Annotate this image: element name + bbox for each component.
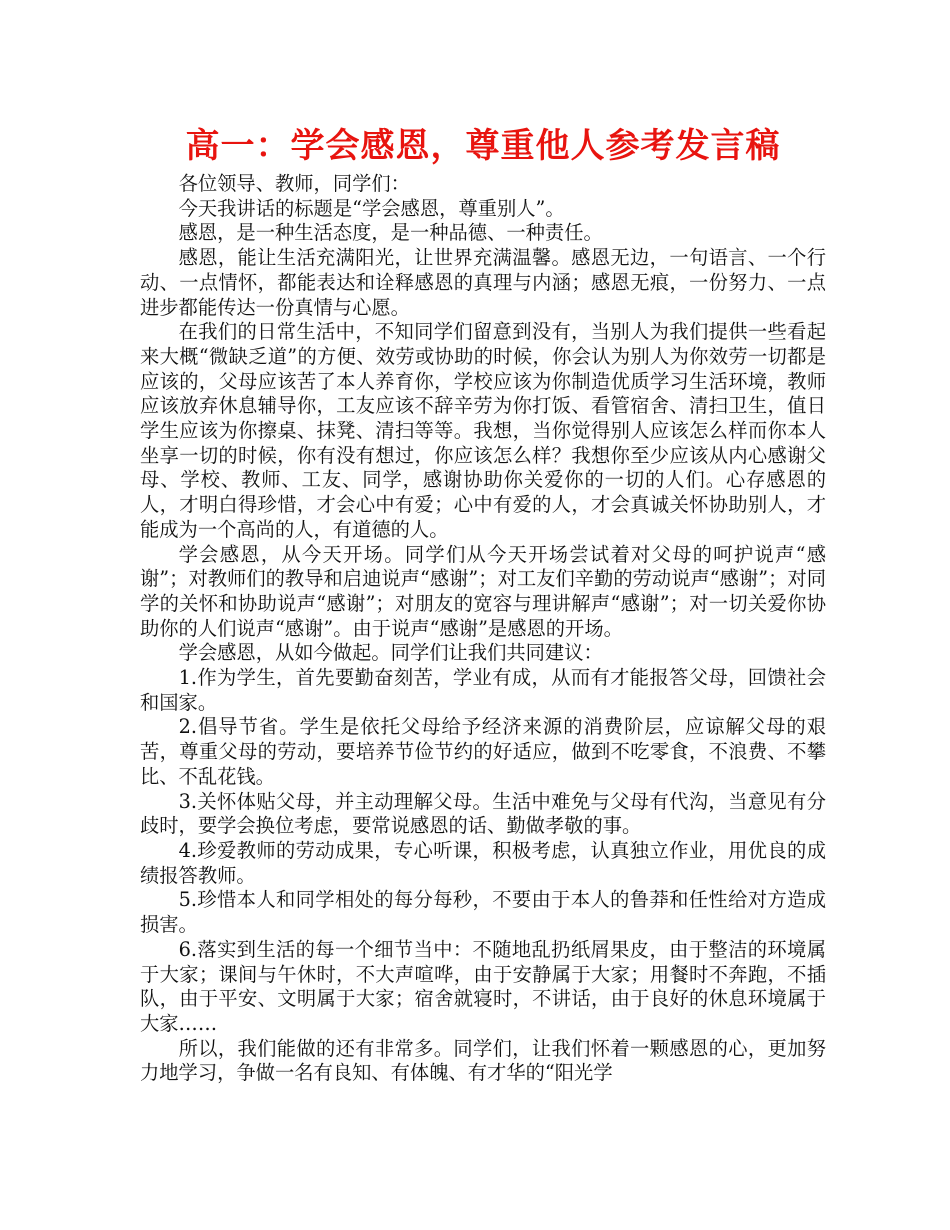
list-item: 4.珍爱教师的劳动成果，专心听课，积极考虑，认真独立作业，用优良的成绩报答教师。 [140, 838, 826, 887]
paragraph: 感恩，是一种生活态度，是一种品德、一种责任。 [178, 221, 603, 245]
paragraph: 感恩，能让生活充满阳光，让世界充满温馨。感恩无边，一句语言、一个行动、一点情怀，都能表达和诠释感恩的真理与内涵；感恩无痕，一份努力、一点进步都能传达一份真情与心愿。 [140, 246, 826, 319]
paragraph-closing: 所以，我们能做的还有非常多。同学们，让我们怀着一颗感恩的心，更加努力地学习，争做一名有良知、有体魄、有才华的“阳光学 [140, 1036, 826, 1085]
document-title: 高一：学会感恩，尊重他人参考发言稿 [185, 126, 781, 166]
list-item: 1.作为学生，首先要勤奋刻苦，学业有成，从而有才能报答父母，回馈社会和国家。 [140, 666, 826, 714]
paragraph: 在我们的日常生活中，不知同学们留意到没有，当别人为我们提供一些看起来大概“微缺乏道”的方便、效劳或协助的时候，你会认为别人为你效劳一切都是应该的，父母应该苦了本人养育你，学校应该为你制造优质学习生活环境，教师应该放弃休息辅导你，工友应该不辞辛劳为你打饭、看管宿舍、清扫卫生，值日学生应该为你擦桌、抹凳、清扫等等。我想，当你觉得别人应该怎么样而你本人坐享一切的时候，你有没有想过，你应该怎么样？我想你至少应该从内心感谢父母、学校、教师、工友、同学，感谢协助你关爱你的一切的人们。心存感恩的人，才明白得珍惜，才会心中有爱；心中有爱的人，才会真诚关怀协助别人，才能成为一个高尚的人，有道德的人。 [140, 320, 826, 541]
list-item: 3.关怀体贴父母，并主动理解父母。生活中难免与父母有代沟，当意见有分歧时，要学会换位考虑，要常说感恩的话、勤做孝敬的事。 [140, 789, 826, 838]
list-item: 6.落实到生活的每一个细节当中：不随地乱扔纸屑果皮，由于整洁的环境属于大家；课间与午休时，不大声喧哗，由于安静属于大家；用餐时不奔跑，不插队，由于平安、文明属于大家；宿舍就寝时，不讲话，由于良好的休息环境属于大家…… [140, 937, 826, 1035]
document-page [140, 122, 826, 1086]
list-item: 5.珍惜本人和同学相处的每分每秒，不要由于本人的鲁莽和任性给对方造成损害。 [140, 888, 826, 937]
document-body [140, 172, 826, 1086]
paragraph: 学会感恩，从今天开场。同学们从今天开场尝试着对父母的呵护说声“感谢”；对教师们的教导和启迪说声“感谢”；对工友们辛勤的劳动说声“感谢”；对同学的关怀和协助说声“感谢”；对朋友的宽容与理讲解声“感谢”；对一切关爱你协助你的人们说声“感谢”。由于说声“感谢”是感恩的开场。 [140, 542, 826, 640]
list-item: 2.倡导节省。学生是依托父母给予经济来源的消费阶层，应谅解父母的艰苦，尊重父母的劳动，要培养节俭节约的好适应，做到不吃零食，不浪费、不攀比、不乱花钱。 [140, 715, 826, 788]
paragraph-greeting: 各位领导、教师，同学们： [178, 172, 410, 195]
paragraph-topic: 今天我讲话的标题是“学会感恩，尊重别人”。 [178, 196, 565, 220]
paragraph: 学会感恩，从如今做起。同学们让我们共同建议： [178, 641, 603, 665]
